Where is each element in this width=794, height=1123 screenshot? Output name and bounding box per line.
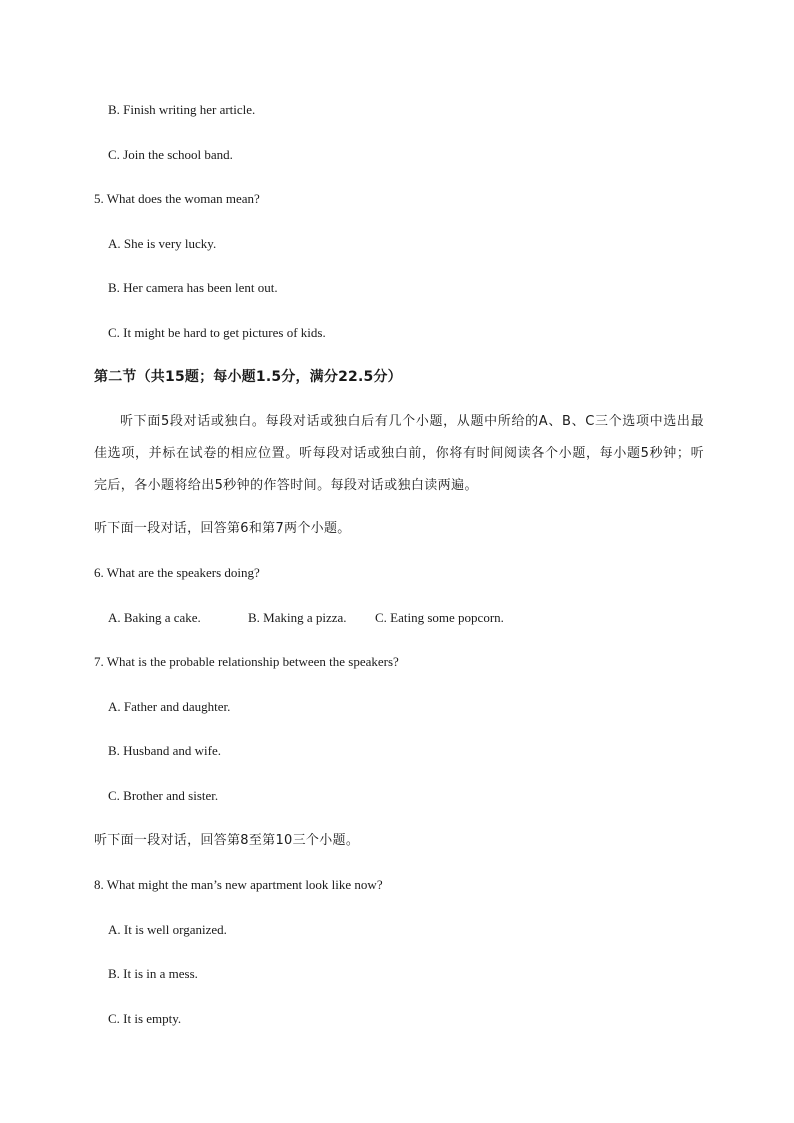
q7-option-a: A. Father and daughter. — [108, 699, 231, 714]
q7-option-c: C. Brother and sister. — [108, 788, 219, 803]
q6-option-a: A. Baking a cake. — [108, 610, 201, 625]
dialogue-8-10-intro: 听下面一段对话，回答第8至第10三个小题。 — [94, 833, 360, 848]
q4-option-c: C. Join the school band. — [108, 147, 233, 162]
q6-option-b: B. Making a pizza. — [248, 610, 347, 625]
q6-option-c: C. Eating some popcorn. — [375, 610, 504, 625]
q8-question: 8. What might the man’s new apartment look like now? — [94, 877, 383, 892]
section2-heading: 第二节（共15题；每小题1.5分，满分22.5分） — [94, 369, 402, 385]
q4-option-b: B. Finish writing her article. — [108, 102, 256, 117]
q8-option-b: B. It is in a mess. — [108, 966, 198, 981]
dialogue-6-7-intro: 听下面一段对话，回答第6和第7两个小题。 — [94, 521, 351, 536]
q5-option-c: C. It might be hard to get pictures of kids. — [108, 325, 326, 340]
q8-option-a: A. It is well organized. — [108, 922, 227, 937]
q6-question: 6. What are the speakers doing? — [94, 565, 260, 580]
q7-question: 7. What is the probable relationship between the speakers? — [94, 654, 399, 669]
q5-option-b: B. Her camera has been lent out. — [108, 280, 278, 295]
q6-options — [108, 609, 708, 627]
q5-question: 5. What does the woman mean? — [94, 191, 260, 206]
q8-option-c: C. It is empty. — [108, 1011, 182, 1026]
section2-instructions: 听下面5段对话或独白。每段对话或独白后有几个小题，从题中所给的A、B、C三个选项中选出最佳选项，并标在试卷的相应位置。听每段对话或独白前，你将有时间阅读各个小题，每小题5秒钟；听完后，各小题将给出5秒钟的作答时间。每段对话或独白读两遍。 — [94, 414, 704, 493]
q5-option-a: A. She is very lucky. — [108, 236, 217, 251]
q7-option-b: B. Husband and wife. — [108, 743, 222, 758]
